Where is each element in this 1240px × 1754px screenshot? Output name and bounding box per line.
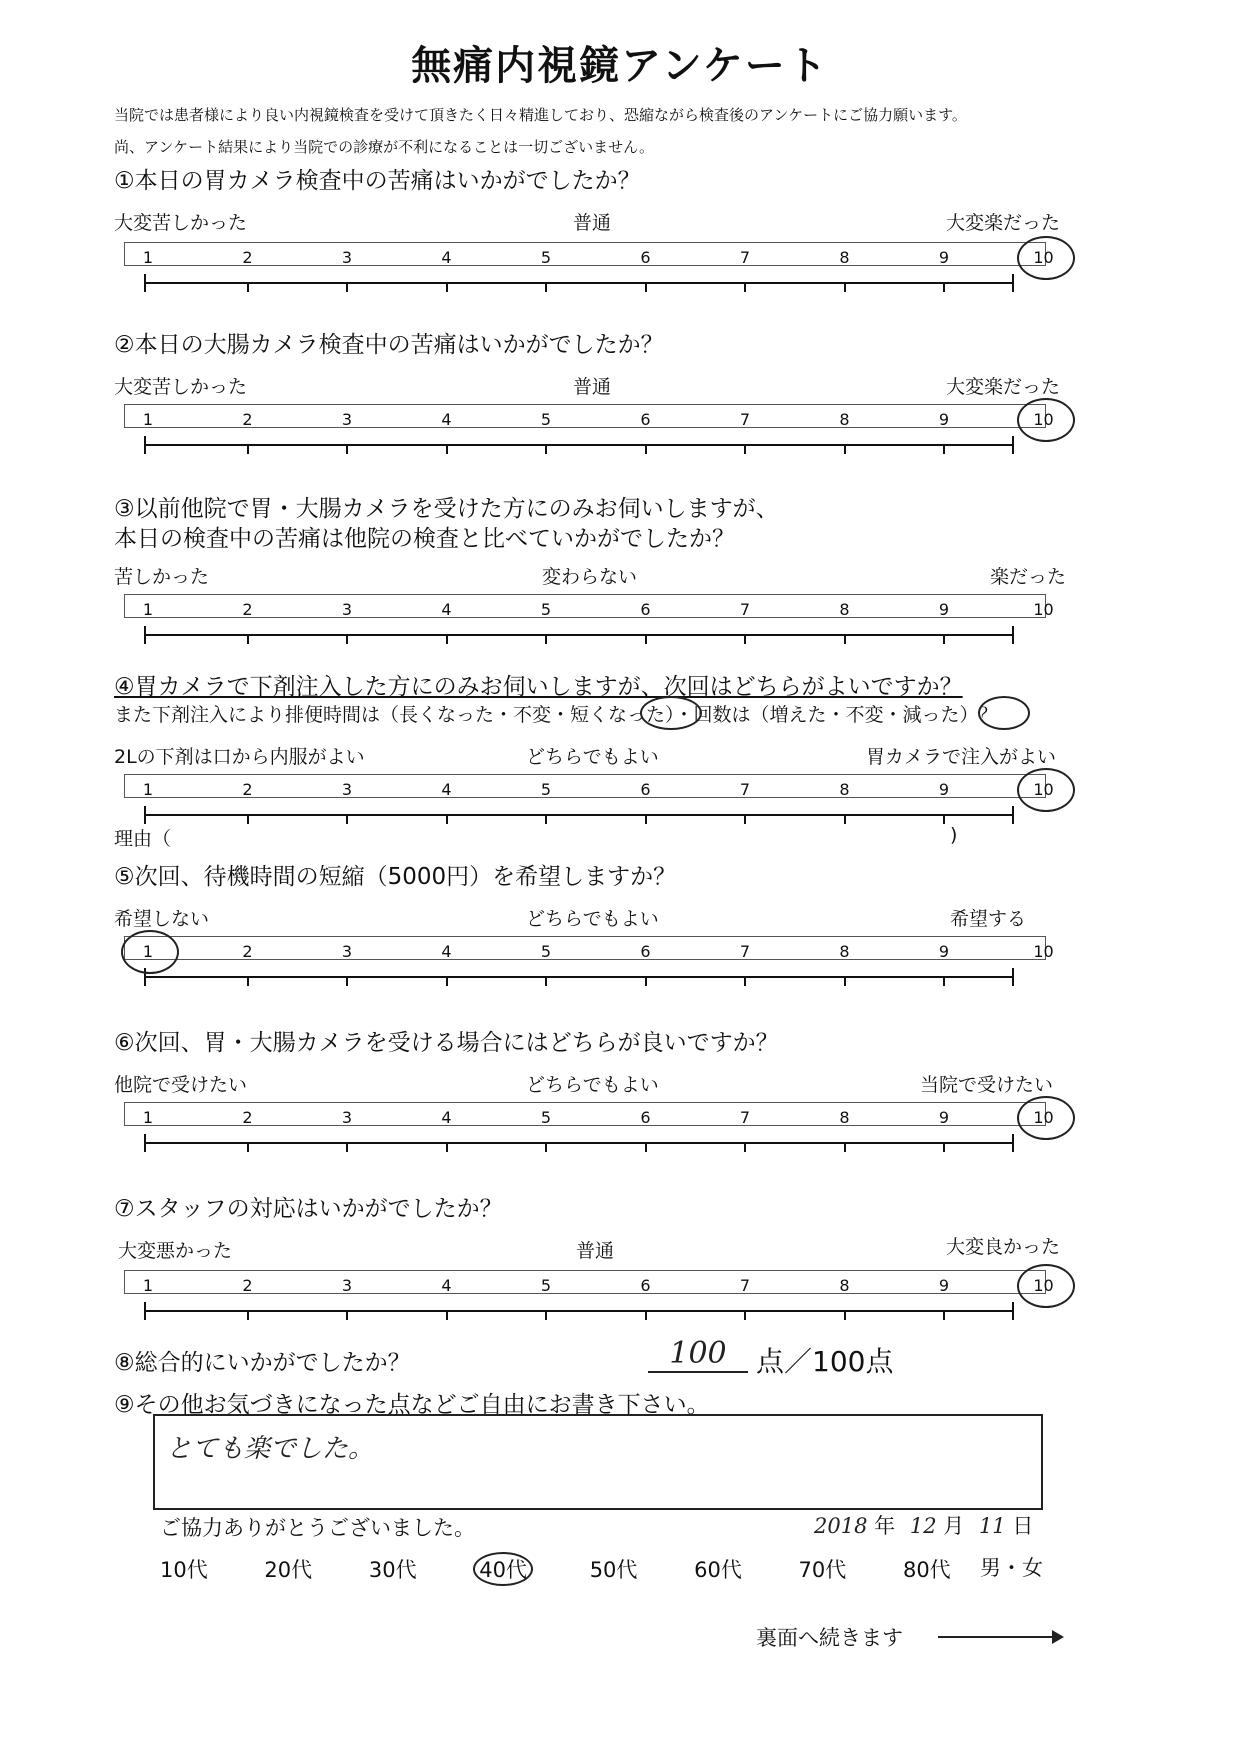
answer-circle xyxy=(1017,1096,1075,1140)
scale-number-10[interactable]: 10 xyxy=(1033,600,1054,619)
question-6: ⑥次回、胃・大腸カメラを受ける場合にはどちらが良いですか？ xyxy=(114,1030,779,1056)
scale-number-6[interactable]: 6 xyxy=(640,1108,651,1127)
scale-tick xyxy=(446,1310,448,1320)
age-option: 50代 xyxy=(589,1558,638,1582)
scale-number-4[interactable]: 4 xyxy=(441,942,452,961)
scale-number-5[interactable]: 5 xyxy=(540,410,552,429)
q5-right-label: 希望する xyxy=(950,908,1027,930)
scale-number-8[interactable]: 8 xyxy=(839,248,850,267)
scale-number-1[interactable]: 1 xyxy=(142,248,154,267)
date-day-unit: 日 xyxy=(1012,1514,1034,1538)
scale-number-1[interactable]: 1 xyxy=(142,1108,154,1127)
scale-number-9[interactable]: 9 xyxy=(938,600,950,619)
scale-ruler xyxy=(144,1142,1014,1144)
scale-tick xyxy=(247,444,249,454)
scale-number-1[interactable]: 1 xyxy=(142,1276,154,1295)
scale-number-10[interactable]: 10 xyxy=(1033,780,1054,799)
q4-scale xyxy=(114,774,1054,854)
scale-tick xyxy=(943,976,945,986)
scale-tick xyxy=(545,282,547,292)
scale-number-9[interactable]: 9 xyxy=(938,1108,950,1127)
question-4: ④胃カメラで下剤注入した方にのみお伺いしますが、次回はどちらがよいですか？ xyxy=(114,674,963,700)
continue-arrow xyxy=(938,1636,1058,1638)
scale-tick xyxy=(446,634,448,644)
scale-tick xyxy=(247,1310,249,1320)
scale-tick xyxy=(744,1142,746,1152)
date-month: 12 xyxy=(909,1514,937,1538)
age-option: 20代 xyxy=(264,1558,313,1582)
scale-number-4[interactable]: 4 xyxy=(441,780,452,799)
thanks-text: ご協力ありがとうございました。 xyxy=(160,1516,475,1540)
scale-number-5[interactable]: 5 xyxy=(540,1108,552,1127)
scale-tick xyxy=(844,976,846,986)
scale-tick xyxy=(247,282,249,292)
scale-tick xyxy=(744,282,746,292)
q6-scale xyxy=(114,1102,1054,1182)
scale-tick xyxy=(645,444,647,454)
scale-number-9[interactable]: 9 xyxy=(938,410,950,429)
scale-number-7[interactable]: 7 xyxy=(739,942,751,961)
q4-mid-label: どちらでもよい xyxy=(526,746,659,768)
reason-close: ) xyxy=(950,824,958,846)
date-year: 2018 xyxy=(814,1514,868,1538)
question-2: ②本日の大腸カメラ検査中の苦痛はいかがでしたか？ xyxy=(114,332,664,358)
q7-left-label: 大変悪かった xyxy=(118,1240,233,1262)
scale-tick xyxy=(346,814,348,824)
q4-left-label: 2Lの下剤は口から内服がよい xyxy=(114,746,365,768)
scale-end-left xyxy=(144,806,146,824)
scale-number-3[interactable]: 3 xyxy=(341,942,353,961)
q1-mid-label: 普通 xyxy=(573,212,612,234)
scale-tick xyxy=(446,976,448,986)
date-month-unit: 月 xyxy=(943,1514,965,1538)
q2-left-label: 大変苦しかった xyxy=(114,376,248,398)
scale-tick xyxy=(446,282,448,292)
question-5: ⑤次回、待機時間の短縮（5000円）を希望しますか？ xyxy=(114,864,677,890)
scale-number-10[interactable]: 10 xyxy=(1033,248,1054,267)
scale-number-4[interactable]: 4 xyxy=(441,248,452,267)
scale-number-3[interactable]: 3 xyxy=(341,1108,353,1127)
q3-right-label: 楽だった xyxy=(990,566,1067,588)
scale-number-7[interactable]: 7 xyxy=(739,780,751,799)
scale-tick xyxy=(943,282,945,292)
scale-end-right xyxy=(1012,274,1014,292)
scale-number-2[interactable]: 2 xyxy=(242,1108,253,1127)
scale-box xyxy=(124,774,1046,798)
question-4-line-2: また下剤注入により排便時間は（長くなった・不変・短くなった）・回数は（増えた・不変・減った）？ xyxy=(114,704,998,726)
scale-end-left xyxy=(144,1302,146,1320)
age-option: 10代 xyxy=(160,1558,208,1582)
scale-box xyxy=(124,936,1046,960)
scale-number-8[interactable]: 8 xyxy=(839,410,850,429)
scale-number-9[interactable]: 9 xyxy=(938,780,950,799)
q7-right-label: 大変良かった xyxy=(946,1236,1061,1258)
q2-mid-label: 普通 xyxy=(573,376,612,398)
scale-end-right xyxy=(1012,806,1014,824)
intro-line-2: 尚、アンケート結果により当院での診療が不利になることは一切ございません。 xyxy=(114,138,655,156)
scale-number-5[interactable]: 5 xyxy=(540,248,552,267)
scale-number-5[interactable]: 5 xyxy=(540,1276,552,1295)
scale-tick xyxy=(943,634,945,644)
scale-number-6[interactable]: 6 xyxy=(640,248,651,267)
scale-tick xyxy=(545,814,547,824)
q5-scale xyxy=(114,936,1054,1016)
q2-scale xyxy=(114,404,1054,484)
scale-tick xyxy=(943,444,945,454)
scale-number-1[interactable]: 1 xyxy=(142,780,154,799)
scale-number-4[interactable]: 4 xyxy=(441,1276,452,1295)
q3-mid-label: 変わらない xyxy=(542,566,638,588)
scale-number-10[interactable]: 10 xyxy=(1033,942,1054,961)
scale-end-right xyxy=(1012,1302,1014,1320)
reason-label: 理由（ xyxy=(114,828,172,850)
scale-number-8[interactable]: 8 xyxy=(839,600,850,619)
scale-number-7[interactable]: 7 xyxy=(739,1108,751,1127)
scale-box xyxy=(124,242,1046,266)
scale-end-left xyxy=(144,436,146,454)
scale-tick xyxy=(744,1310,746,1320)
score-unit: 点／100点 xyxy=(756,1345,894,1378)
scale-number-10[interactable]: 10 xyxy=(1033,1276,1054,1295)
scale-end-right xyxy=(1012,1134,1014,1152)
scale-number-4[interactable]: 4 xyxy=(441,410,452,429)
scale-end-right xyxy=(1012,968,1014,986)
scale-tick xyxy=(545,634,547,644)
scale-number-1[interactable]: 1 xyxy=(142,410,154,429)
scale-tick xyxy=(446,1142,448,1152)
scale-tick xyxy=(844,814,846,824)
scale-number-7[interactable]: 7 xyxy=(739,248,751,267)
scale-tick xyxy=(545,976,547,986)
scale-number-6[interactable]: 6 xyxy=(640,942,651,961)
scale-number-7[interactable]: 7 xyxy=(739,410,751,429)
answer-circle-short xyxy=(640,696,702,730)
scale-tick xyxy=(844,444,846,454)
scale-number-4[interactable]: 4 xyxy=(441,600,452,619)
scale-box xyxy=(124,594,1046,618)
scale-number-6[interactable]: 6 xyxy=(640,780,651,799)
q6-right-label: 当院で受けたい xyxy=(920,1074,1054,1096)
scale-number-9[interactable]: 9 xyxy=(938,248,950,267)
scale-ruler xyxy=(144,814,1014,816)
scale-tick xyxy=(545,444,547,454)
scale-tick xyxy=(645,976,647,986)
scale-tick xyxy=(247,634,249,644)
scale-ruler xyxy=(144,634,1014,636)
q3-scale xyxy=(114,594,1054,674)
scale-tick xyxy=(943,1142,945,1152)
question-3-line-2: 本日の検査中の苦痛は他院の検査と比べていかがでしたか？ xyxy=(114,526,735,552)
scale-number-2[interactable]: 2 xyxy=(242,600,253,619)
answer-circle xyxy=(1017,1264,1075,1308)
q2-right-label: 大変楽だった xyxy=(946,376,1061,398)
scale-number-3[interactable]: 3 xyxy=(341,780,353,799)
question-8: ⑧総合的にいかがでしたか？ xyxy=(114,1350,411,1376)
age-list xyxy=(160,1552,1001,1586)
date-line xyxy=(814,1510,1033,1540)
scale-tick xyxy=(545,1310,547,1320)
q7-scale xyxy=(114,1270,1054,1350)
age-option: 60代 xyxy=(694,1558,742,1582)
scale-number-7[interactable]: 7 xyxy=(739,1276,751,1295)
scale-tick xyxy=(346,976,348,986)
age-option: 80代 xyxy=(902,1558,951,1582)
comment-text: とても楽でした。 xyxy=(166,1434,375,1464)
scale-end-left xyxy=(144,626,146,644)
q6-mid-label: どちらでもよい xyxy=(526,1074,659,1096)
scale-tick xyxy=(943,1310,945,1320)
scale-box xyxy=(124,404,1046,428)
scale-number-3[interactable]: 3 xyxy=(341,600,353,619)
scale-number-9[interactable]: 9 xyxy=(938,942,950,961)
scale-box xyxy=(124,1270,1046,1294)
scale-tick xyxy=(346,1310,348,1320)
scale-number-2[interactable]: 2 xyxy=(242,780,253,799)
continue-text: 裏面へ続きます xyxy=(756,1626,903,1650)
scale-number-8[interactable]: 8 xyxy=(839,780,850,799)
scale-tick xyxy=(346,282,348,292)
page-title: 無痛内視鏡アンケート xyxy=(411,43,829,89)
question-3: ③以前他院で胃・大腸カメラを受けた方にのみお伺いしますが、 xyxy=(114,496,779,522)
scale-tick xyxy=(844,634,846,644)
scale-tick xyxy=(545,1142,547,1152)
scale-number-7[interactable]: 7 xyxy=(739,600,751,619)
scale-end-right xyxy=(1012,436,1014,454)
scale-tick xyxy=(645,814,647,824)
age-option-selected: 40代 xyxy=(473,1552,533,1586)
q3-left-label: 苦しかった xyxy=(114,566,210,588)
scale-tick xyxy=(346,1142,348,1152)
question-1: ①本日の胃カメラ検査中の苦痛はいかがでしたか？ xyxy=(114,168,641,194)
scale-number-10[interactable]: 10 xyxy=(1033,1108,1054,1127)
q7-mid-label: 普通 xyxy=(576,1240,615,1262)
scale-ruler xyxy=(144,444,1014,446)
scale-tick xyxy=(446,444,448,454)
q5-left-label: 希望しない xyxy=(114,908,210,930)
gender-options: 男・女 xyxy=(980,1556,1043,1580)
scale-number-5[interactable]: 5 xyxy=(540,942,552,961)
scale-number-8[interactable]: 8 xyxy=(839,1108,850,1127)
q5-mid-label: どちらでもよい xyxy=(526,908,659,930)
scale-tick xyxy=(446,814,448,824)
q6-left-label: 他院で受けたい xyxy=(114,1074,248,1096)
scale-number-3[interactable]: 3 xyxy=(341,410,353,429)
scale-number-2[interactable]: 2 xyxy=(242,942,253,961)
scale-number-5[interactable]: 5 xyxy=(540,780,552,799)
answer-circle-decreased xyxy=(978,696,1030,730)
total-score: 100 xyxy=(648,1336,748,1373)
age-option: 30代 xyxy=(368,1558,417,1582)
scale-tick xyxy=(247,814,249,824)
scale-tick xyxy=(645,282,647,292)
answer-circle xyxy=(121,930,179,974)
scale-number-5[interactable]: 5 xyxy=(540,600,552,619)
scale-tick xyxy=(346,444,348,454)
scale-number-1[interactable]: 1 xyxy=(142,942,154,961)
date-day: 11 xyxy=(978,1514,1006,1538)
scale-number-6[interactable]: 6 xyxy=(640,600,651,619)
scale-tick xyxy=(943,814,945,824)
scale-ruler xyxy=(144,1310,1014,1312)
scale-number-3[interactable]: 3 xyxy=(341,248,353,267)
question-7: ⑦スタッフの対応はいかがでしたか？ xyxy=(114,1196,503,1222)
scale-tick xyxy=(247,976,249,986)
answer-circle xyxy=(1017,398,1075,442)
answer-circle xyxy=(1017,236,1075,280)
scale-number-9[interactable]: 9 xyxy=(938,1276,950,1295)
scale-tick xyxy=(247,1142,249,1152)
scale-number-1[interactable]: 1 xyxy=(142,600,154,619)
scale-number-2[interactable]: 2 xyxy=(242,1276,253,1295)
answer-circle xyxy=(1017,768,1075,812)
scale-number-2[interactable]: 2 xyxy=(242,410,253,429)
scale-tick xyxy=(844,282,846,292)
scale-ruler xyxy=(144,282,1014,284)
scale-tick xyxy=(744,976,746,986)
q1-scale xyxy=(114,242,1054,322)
scale-tick xyxy=(744,814,746,824)
scale-end-right xyxy=(1012,626,1014,644)
arrow-head-icon xyxy=(1052,1630,1064,1644)
scale-number-4[interactable]: 4 xyxy=(441,1108,452,1127)
intro-line-1: 当院では患者様により良い内視鏡検査を受けて頂きたく日々精進しており、恐縮ながら検査後のアンケートにご協力願います。 xyxy=(114,106,967,124)
scale-end-left xyxy=(144,274,146,292)
scale-tick xyxy=(645,1310,647,1320)
scale-ruler xyxy=(144,976,1014,978)
scale-tick xyxy=(844,1142,846,1152)
scale-end-left xyxy=(144,1134,146,1152)
date-year-unit: 年 xyxy=(874,1514,896,1538)
scale-tick xyxy=(645,1142,647,1152)
scale-number-2[interactable]: 2 xyxy=(242,248,253,267)
q1-left-label: 大変苦しかった xyxy=(114,212,248,234)
q4-right-label: 胃カメラで注入がよい xyxy=(866,746,1057,768)
scale-number-8[interactable]: 8 xyxy=(839,942,850,961)
scale-number-8[interactable]: 8 xyxy=(839,1276,850,1295)
question-9: ⑨その他お気づきになった点などご自由にお書き下さい。 xyxy=(114,1392,710,1418)
scale-box xyxy=(124,1102,1046,1126)
scale-number-10[interactable]: 10 xyxy=(1033,410,1054,429)
scale-tick xyxy=(346,634,348,644)
scale-number-6[interactable]: 6 xyxy=(640,410,651,429)
q1-right-label: 大変楽だった xyxy=(946,212,1061,234)
scale-tick xyxy=(645,634,647,644)
scale-number-3[interactable]: 3 xyxy=(341,1276,353,1295)
scale-tick xyxy=(844,1310,846,1320)
scale-tick xyxy=(744,634,746,644)
scale-number-6[interactable]: 6 xyxy=(640,1276,651,1295)
scale-tick xyxy=(744,444,746,454)
age-option: 70代 xyxy=(798,1558,847,1582)
